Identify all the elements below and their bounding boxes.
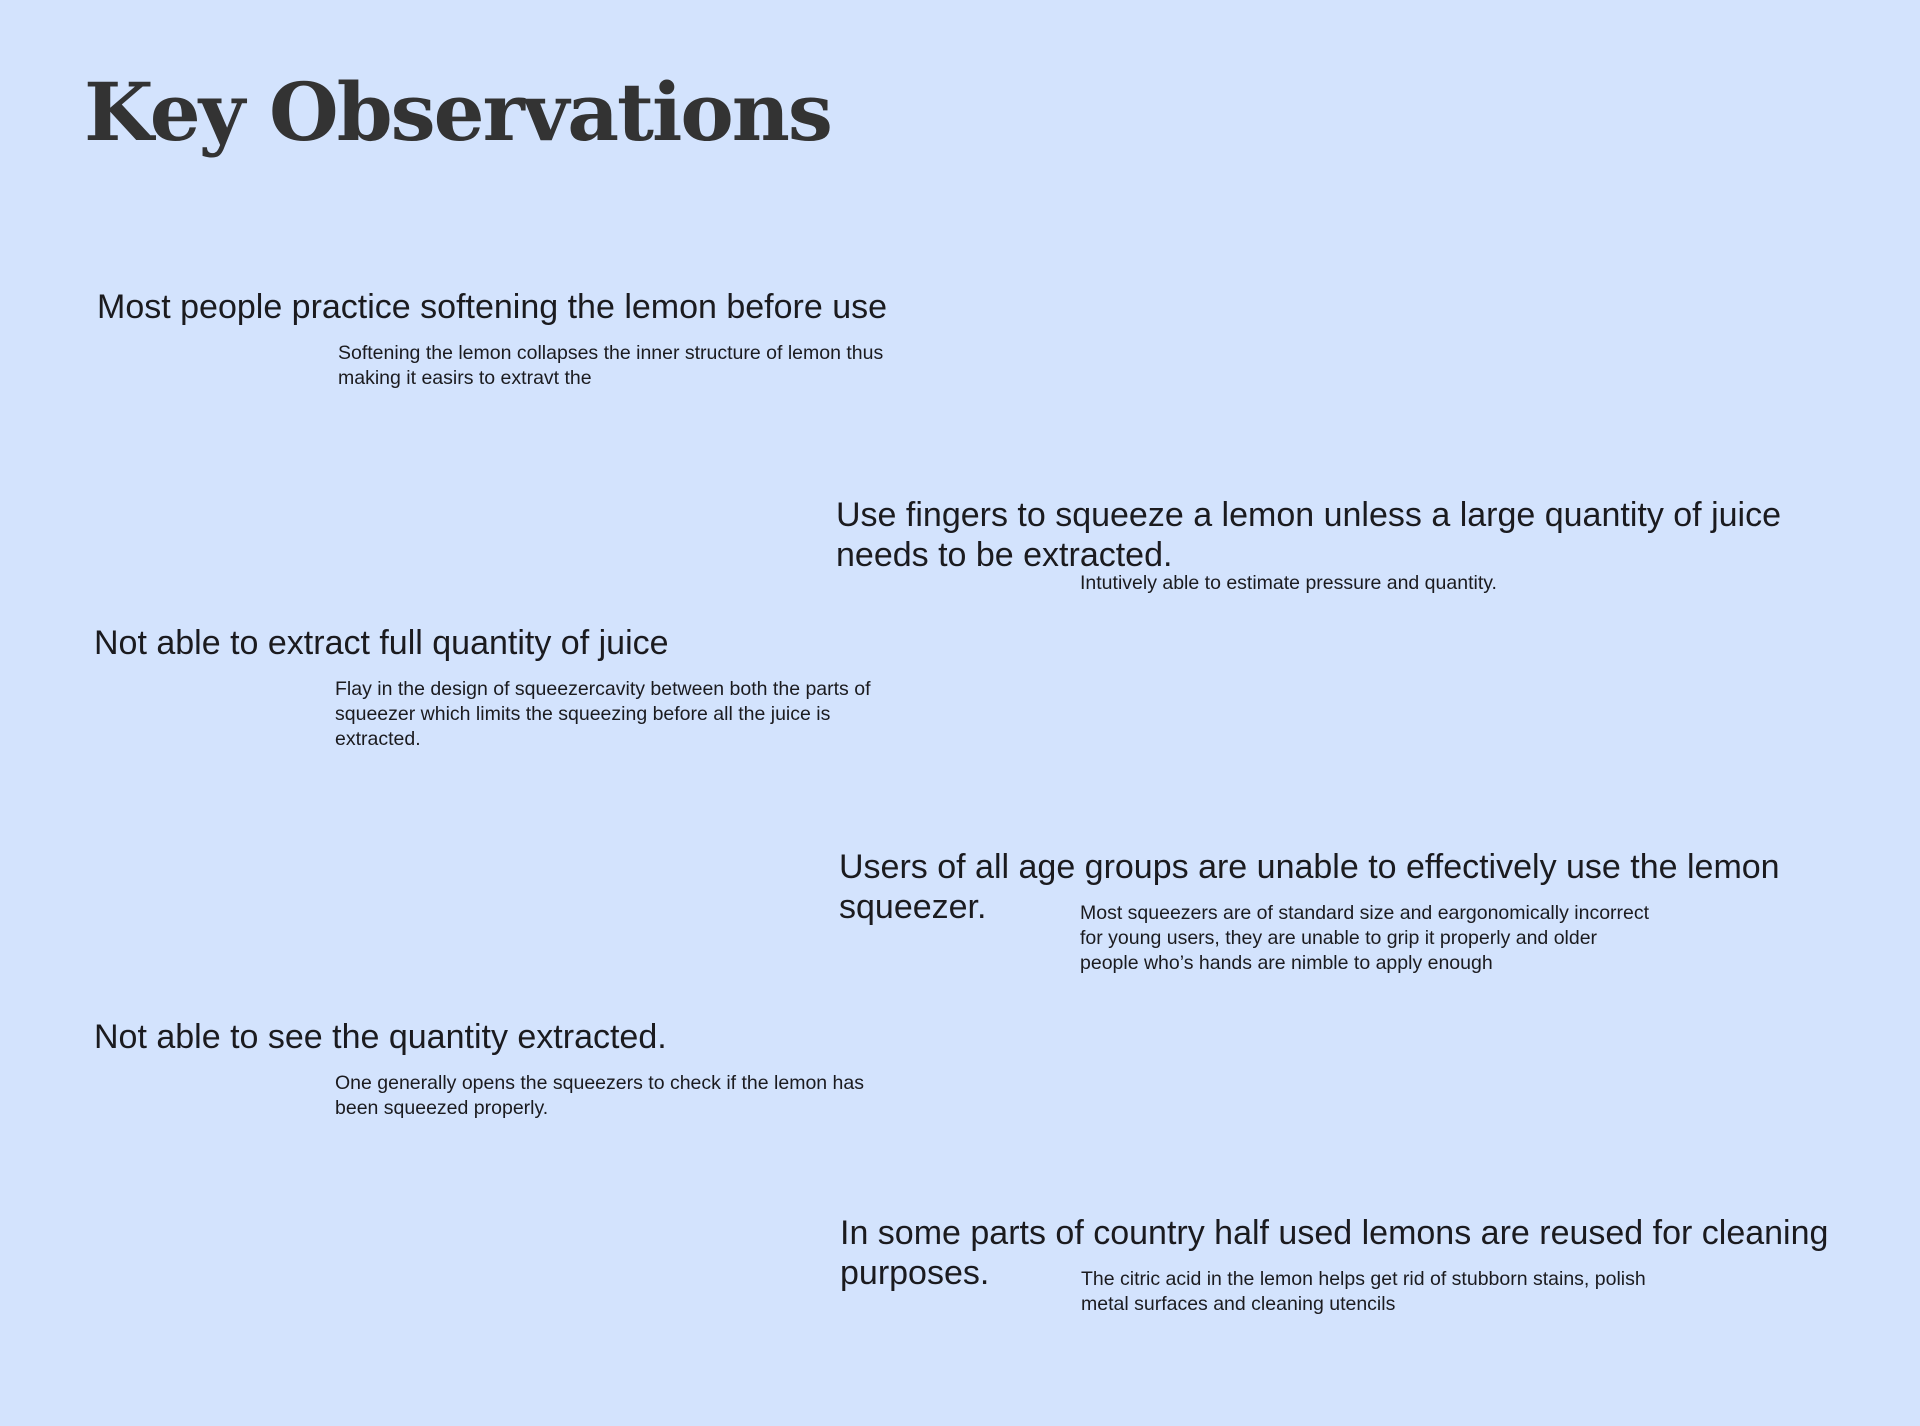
observation-heading-softening: Most people practice softening the lemon before use [97,288,888,326]
observation-detail-see-quantity: One generally opens the squeezers to check if the lemon has been squeezed properly. [335,1072,864,1119]
observation-detail-full-quantity: Flay in the design of squeezercavity between both the parts of squeezer which limits the squeezing before all the juice is extracted. [335,678,871,750]
observation-heading-reuse: In some parts of country half used lemons are reused for cleaning purposes. [840,1214,1829,1292]
observation-heading-fingers: Use fingers to squeeze a lemon unless a large quantity of juice needs to be extracted. [836,496,1781,574]
observation-heading-see-quantity: Not able to see the quantity extracted. [94,1018,667,1056]
page-title: Key Observations [84,65,831,159]
observation-detail-age-groups: Most squeezers are of standard size and eargonomically incorrect for young users, they are unable to grip it properly and older people who’s hands are nimble to apply enough [1080,902,1650,974]
observation-detail-fingers: Intutively able to estimate pressure and quantity. [1080,572,1497,594]
observation-detail-softening: Softening the lemon collapses the inner structure of lemon thus making it easirs to extravt the [338,342,884,389]
observation-heading-age-groups: Users of all age groups are unable to effectively use the lemon squeezer. [839,848,1780,926]
observation-heading-full-quantity: Not able to extract full quantity of juice [94,624,669,662]
observation-detail-reuse: The citric acid in the lemon helps get rid of stubborn stains, polish metal surfaces and cleaning utencils [1081,1268,1646,1315]
